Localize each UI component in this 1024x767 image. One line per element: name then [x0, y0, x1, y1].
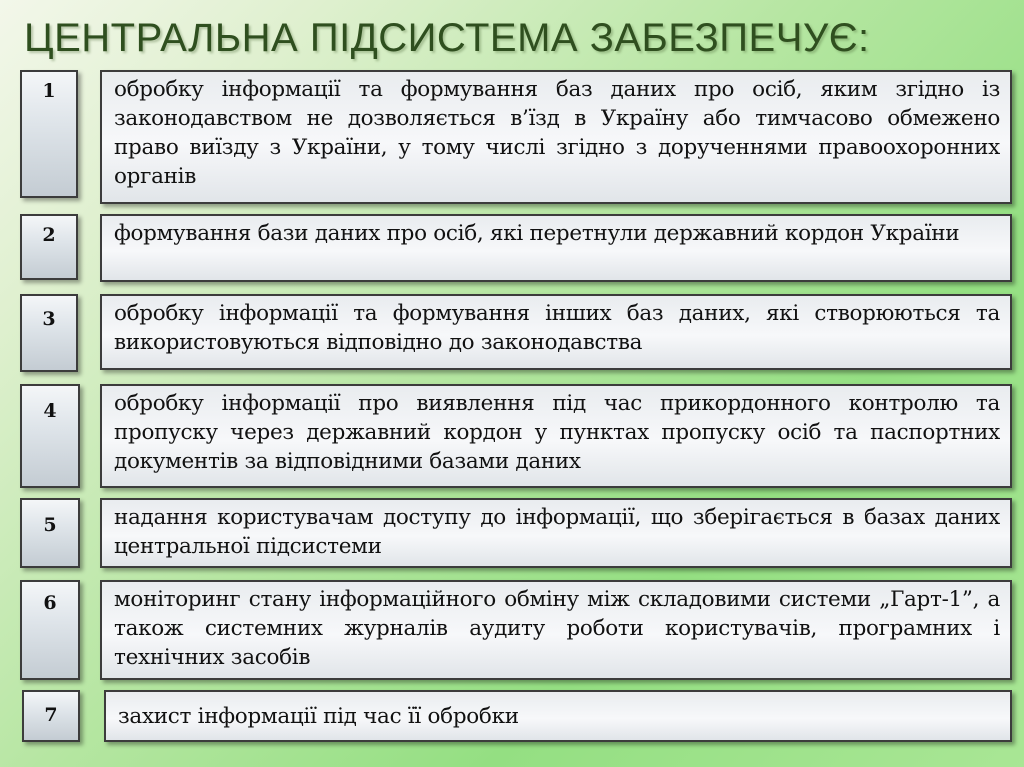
item-text: обробку інформації та формування інших баз даних, які створюються та використовуються відповідно до законодавства	[114, 301, 1000, 355]
item-number-box	[20, 498, 80, 568]
item-number: 3	[42, 308, 56, 330]
item-number: 7	[44, 704, 58, 726]
item-number-box	[20, 384, 80, 488]
item-text: надання користувачам доступу до інформації, що зберігається в базах даних центральної підсистеми	[114, 505, 1000, 559]
item-text: захист інформації під час її обробки	[118, 704, 519, 729]
item-text-box	[100, 580, 1012, 680]
item-text: формування бази даних про осіб, які перетнули державний кордон України	[114, 221, 960, 246]
item-text-box	[100, 498, 1012, 568]
item-number: 6	[43, 592, 57, 614]
item-text-box	[100, 294, 1012, 370]
slide-title: ЦЕНТРАЛЬНА ПІДСИСТЕМА ЗАБЕЗПЕЧУЄ:	[24, 16, 870, 60]
item-number-box	[20, 580, 80, 680]
item-number-box	[20, 70, 78, 198]
item-text: моніторинг стану інформаційного обміну між складовими системи „Гарт-1”, а також системних журналів аудиту роботи користувачів, програмних і технічних засобів	[114, 587, 1000, 670]
item-number: 4	[43, 400, 57, 422]
item-number-box	[20, 214, 78, 280]
item-number: 2	[42, 224, 56, 246]
item-number-box	[22, 690, 80, 742]
item-number: 1	[42, 80, 56, 102]
item-text-box	[100, 384, 1012, 488]
item-text-box	[100, 70, 1012, 204]
item-text: обробку інформації про виявлення під час прикордонного контролю та пропуску через державний кордон у пунктах пропуску осіб та паспортних документів за відповідними базами даних	[114, 391, 1000, 474]
item-number: 5	[43, 514, 57, 536]
item-text-box	[104, 690, 1012, 742]
item-number-box	[20, 294, 78, 372]
item-text-box	[100, 214, 1012, 282]
item-text: обробку інформації та формування баз даних про осіб, яким згідно із законодавством не дозволяється в’їзд в Україну або тимчасово обмежено право виїзду з України, у тому числі згідно з дорученнями правоохоронних органів	[114, 77, 1000, 189]
